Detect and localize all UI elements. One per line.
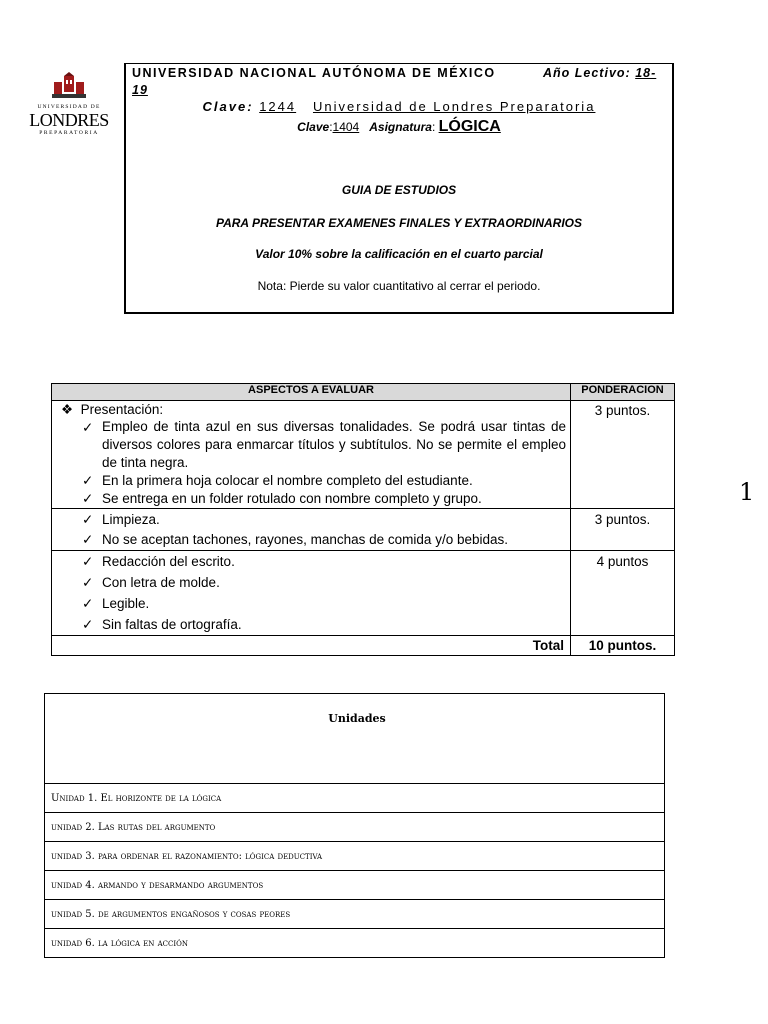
table-row: [52, 509, 675, 551]
list-item: ✓ Sin faltas de ortografía.: [52, 614, 570, 635]
list-item: ✓ Limpieza.: [52, 509, 570, 530]
list-item: ✓ Legible.: [52, 593, 570, 614]
check-icon: ✓: [82, 575, 94, 590]
check-icon: ✓: [82, 473, 94, 488]
total-row: [52, 636, 675, 656]
valor-text: Valor 10% sobre la calificación en el cuarto parcial: [255, 247, 543, 261]
university-logo: [28, 72, 110, 142]
list-item: ✓ En la primera hoja colocar el nombre completo del estudiante.: [82, 473, 473, 488]
list-item: ✓ No se aceptan tachones, rayones, manchas de comida y/o bebidas.: [52, 530, 570, 550]
col-weight: PONDERACION: [571, 384, 675, 401]
school-name: Universidad de Londres Preparatoria: [312, 99, 596, 114]
asignatura-value: LÓGICA: [438, 118, 501, 135]
evaluation-table: [51, 383, 675, 656]
units-title: Unidades: [45, 694, 665, 784]
header-box: [124, 63, 674, 314]
title-guia: GUIA DE ESTUDIOS: [341, 183, 457, 197]
clave-label: Clave:: [202, 99, 254, 114]
ano-lectivo: Año Lectivo: 18-: [543, 66, 657, 80]
title-examenes: PARA PRESENTAR EXAMENES FINALES Y EXTRAORDINARIOS: [215, 216, 583, 230]
check-icon: ✓: [82, 554, 94, 569]
table-row: [52, 401, 675, 509]
table-row: unidad 4. armando y desarmando argumentos: [45, 871, 665, 900]
nota-text: Nota: Pierde su valor cuantitativo al cerrar el periodo.: [257, 279, 541, 293]
clave2-label: Clave: [297, 120, 330, 134]
asignatura-label: Asignatura: [369, 120, 432, 134]
check-icon: ✓: [82, 596, 94, 611]
table-header-row: [52, 384, 675, 401]
list-item: ✓ Redacción del escrito.: [52, 551, 570, 572]
ano-value-cont: 19: [132, 83, 148, 97]
clave-row: [126, 99, 672, 114]
logo-line3: PREPARATORIA: [39, 130, 99, 136]
check-icon: ✓: [82, 512, 94, 527]
check-icon: ✓: [82, 617, 94, 632]
page-number: 1: [739, 478, 755, 506]
presentacion-label: Presentación:: [80, 402, 164, 417]
table-row: Unidad 1. El horizonte de la lógica: [45, 784, 665, 813]
ano-value: 18-: [635, 66, 657, 80]
check-icon: ✓: [82, 532, 94, 547]
check-icon: ✓: [82, 491, 94, 506]
list-item: ✓ Con letra de molde.: [52, 572, 570, 593]
list-item: ✓ Se entrega en un folder rotulado con nombre completo y grupo.: [82, 491, 482, 506]
table-row: unidad 2. Las rutas del argumento: [45, 813, 665, 842]
asignatura-row: Clave:1404 Asignatura: LÓGICA: [297, 118, 501, 135]
points-value: 3 puntos.: [571, 401, 675, 509]
list-item: ✓ Empleo de tinta azul en sus diversas tonalidades. Se podrá usar tintas de diversos colores para enmarcar títulos y subtítulos. No se permite el empleo de tinta negra.: [82, 419, 566, 470]
total-label: Total: [52, 636, 571, 656]
crest-icon: [50, 72, 88, 102]
units-table: [44, 693, 665, 958]
table-row: [52, 551, 675, 636]
points-value: 3 puntos.: [571, 509, 675, 551]
col-aspect: ASPECTOS A EVALUAR: [52, 384, 571, 401]
table-row: unidad 3. para ordenar el razonamiento: lógica deductiva: [45, 842, 665, 871]
clave2-value: 1404: [332, 120, 360, 134]
logo-line2: LONDRES: [29, 110, 109, 130]
logo-line1: UNIVERSIDAD DE: [37, 104, 101, 110]
ano-label: Año Lectivo: [543, 66, 626, 80]
total-value: 10 puntos.: [571, 636, 675, 656]
table-row: unidad 6. la lógica en acción: [45, 929, 665, 958]
presentacion-item: [52, 401, 570, 418]
table-row: unidad 5. de argumentos engañosos y cosas peores: [45, 900, 665, 929]
university-name: UNIVERSIDAD NACIONAL AUTÓNOMA DE MÉXICO: [132, 66, 496, 80]
check-icon: ✓: [82, 420, 94, 435]
diamond-bullet-icon: ❖: [61, 402, 74, 417]
points-value: 4 puntos: [571, 551, 675, 636]
clave-value: 1244: [259, 99, 297, 114]
